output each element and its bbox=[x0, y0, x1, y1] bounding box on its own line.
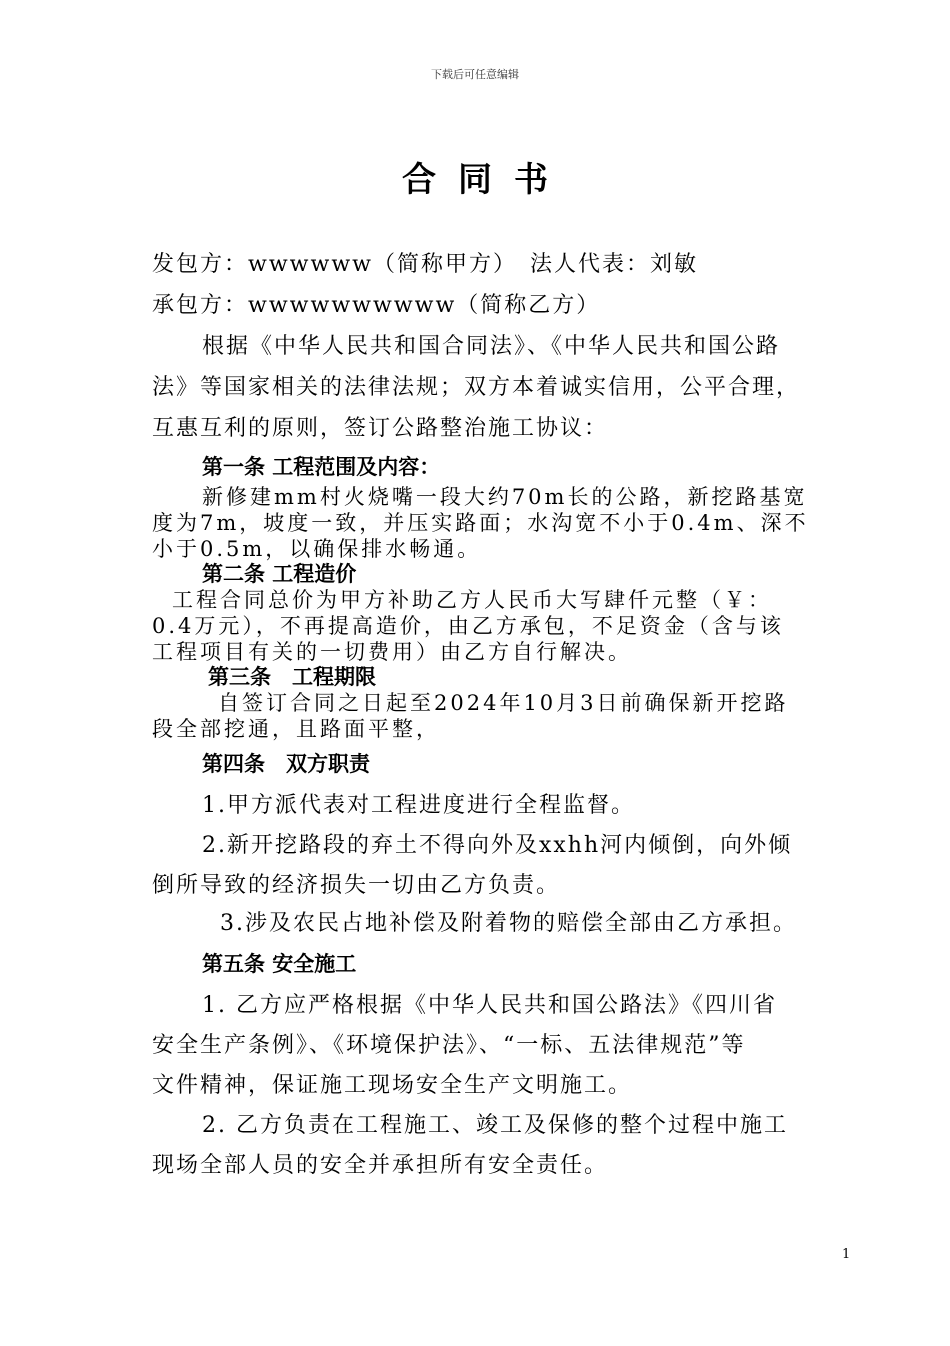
article-2-line: 0.4万元），不再提高造价，由乙方承包，不足资金（含与该 bbox=[152, 614, 784, 638]
article-4-item: 倒所导致的经济损失一切由乙方负责。 bbox=[152, 873, 561, 898]
article-3-line: 自签订合同之日起至2024年10月3日前确保新开挖路 bbox=[218, 691, 789, 715]
page-number: 1 bbox=[842, 1247, 851, 1262]
article-2-line: 工程项目有关的一切费用）由乙方自行解决。 bbox=[152, 640, 632, 664]
article-4-item: 2.新开挖路段的弃土不得向外及xxhh河内倾倒，向外倾 bbox=[202, 833, 793, 858]
article-2-line: 工程合同总价为甲方补助乙方人民币大写肆仟元整（￥： bbox=[172, 588, 772, 612]
article-5-item: 安全生产条例》、《环境保护法》、“一标、五法律规范”等 bbox=[152, 1033, 746, 1058]
document-title: 合同书 bbox=[402, 160, 570, 200]
article-3-heading: 第三条 工程期限 bbox=[208, 665, 376, 689]
intro-line: 根据《中华人民共和国合同法》、《中华人民共和国公路 bbox=[202, 334, 781, 359]
article-5-item: 现场全部人员的安全并承担所有安全责任。 bbox=[152, 1153, 609, 1178]
article-5-item: 2. 乙方负责在工程施工、竣工及保修的整个过程中施工 bbox=[202, 1113, 788, 1138]
article-5-item: 1. 乙方应严格根据《中华人民共和国公路法》《四川省 bbox=[202, 993, 777, 1018]
article-1-line: 小于0.5m，以确保排水畅通。 bbox=[152, 537, 482, 561]
article-1-line: 新修建mm村火烧嘴一段大约70m长的公路，新挖路基宽 bbox=[202, 485, 808, 509]
intro-line: 法》等国家相关的法律法规；双方本着诚实信用，公平合理， bbox=[152, 375, 801, 400]
page-header-note: 下载后可任意编辑 bbox=[431, 68, 519, 81]
article-4-item: 3.涉及农民占地补偿及附着物的赔偿全部由乙方承担。 bbox=[220, 911, 797, 936]
contractor-line: 承包方：wwwwwwwwww（简称乙方） bbox=[152, 293, 601, 318]
article-5-item: 文件精神，保证施工现场安全生产文明施工。 bbox=[152, 1073, 633, 1098]
article-4-heading: 第四条 双方职责 bbox=[202, 752, 370, 776]
article-5-heading: 第五条 安全施工 bbox=[202, 952, 357, 976]
employer-line: 发包方：wwwwww（简称甲方） 法人代表：刘敏 bbox=[152, 252, 698, 277]
article-3-line: 段全部挖通，且路面平整， bbox=[152, 717, 440, 741]
article-2-heading: 第二条 工程造价 bbox=[202, 562, 357, 586]
article-1-line: 度为7m，坡度一致，并压实路面；水沟宽不小于0.4m、深不 bbox=[152, 511, 809, 535]
article-4-item: 1.甲方派代表对工程进度进行全程监督。 bbox=[202, 793, 635, 818]
intro-line: 互惠互利的原则，签订公路整治施工协议： bbox=[152, 416, 609, 441]
article-1-heading: 第一条 工程范围及内容： bbox=[202, 455, 441, 479]
